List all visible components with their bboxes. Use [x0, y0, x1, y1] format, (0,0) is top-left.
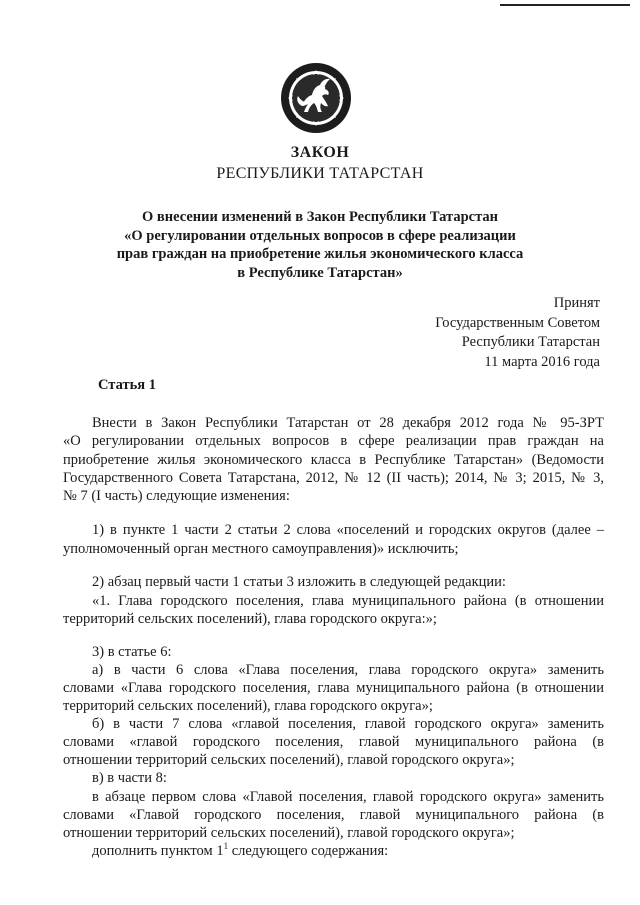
article-heading: Статья 1: [98, 377, 156, 393]
body-text: следующего содержания:: [228, 843, 389, 859]
body-line: приобретение жилья экономического класса в Республике Татарстан» (Ведомости: [63, 452, 604, 468]
body-text: дополнить пунктом 1: [92, 843, 224, 859]
subject-line: прав граждан на приобретение жилья экономического класса: [116, 246, 524, 262]
body-line: территорий сельских поселений), глава городского округа:»;: [63, 611, 437, 627]
body-line: словами «Глава городского поселения, глава муниципального района (в отношении: [63, 680, 604, 696]
law-title: ЗАКОН: [290, 144, 350, 161]
body-line: отношении территорий сельских поселений), главой городского округа»;: [63, 752, 515, 768]
body-line: уполномоченный орган местного самоуправления)» исключить;: [63, 541, 459, 557]
adoption-date: 11 марта 2016 года: [484, 353, 600, 370]
body-line: а) в части 6 слова «Глава поселения, глава городского округа» заменить: [92, 662, 604, 678]
republic-title: РЕСПУБЛИКИ ТАТАРСТАН: [216, 165, 424, 182]
body-line: «1. Глава городского поселения, глава муниципального района (в отношении: [92, 593, 604, 609]
adoption-block: [435, 294, 600, 372]
body-line: 2) абзац первый части 1 статьи 3 изложить в следующей редакции:: [92, 574, 506, 590]
body-line: б) в части 7 слова «главой поселения, главой городского округа» заменить: [92, 716, 604, 732]
subject-line: О внесении изменений в Закон Республики Татарстан: [142, 209, 498, 225]
adoption-line: Государственным Советом: [435, 314, 600, 331]
scan-artifact-line: [500, 4, 630, 6]
body-line: отношении территорий сельских поселений), главой городского округа»;: [63, 825, 515, 841]
adoption-line: Принят: [553, 295, 600, 311]
adoption-line: Республики Татарстан: [461, 334, 600, 350]
body-line: территорий сельских поселений), глава городского округа»;: [63, 698, 433, 714]
body-line: Государственного Совета Татарстана, 2012, № 12 (II часть); 2014, № 3; 2015, № 3,: [63, 470, 604, 486]
subject-line: «О регулировании отдельных вопросов в сфере реализации: [124, 227, 516, 244]
body-line: «О регулировании отдельных вопросов в сфере реализации прав граждан на: [63, 433, 604, 449]
body-line: Внести в Закон Республики Татарстан от 28 декабря 2012 года № 95-ЗРТ: [92, 415, 604, 431]
body-line: 3) в статье 6:: [92, 644, 172, 660]
body-line-with-superscript: [92, 843, 388, 860]
subject-line: в Республике Татарстан»: [237, 264, 403, 281]
superscript-number: 1: [223, 841, 229, 851]
law-subject: [0, 208, 640, 282]
body-line: № 7 (I часть) следующие изменения:: [63, 488, 290, 504]
body-line: в абзаце первом слова «Главой поселения, главой городского округа» заменить: [92, 789, 604, 805]
body-line: словами «главой городского поселения, главой муниципального района (в: [63, 734, 604, 750]
body-line: словами «Главой городского поселения, главой муниципального района (в: [63, 807, 604, 823]
coat-of-arms-emblem: [280, 62, 352, 134]
body-line: в) в части 8:: [92, 770, 167, 786]
body-line: 1) в пункте 1 части 2 статьи 2 слова «поселений и городских округов (далее –: [92, 522, 604, 538]
